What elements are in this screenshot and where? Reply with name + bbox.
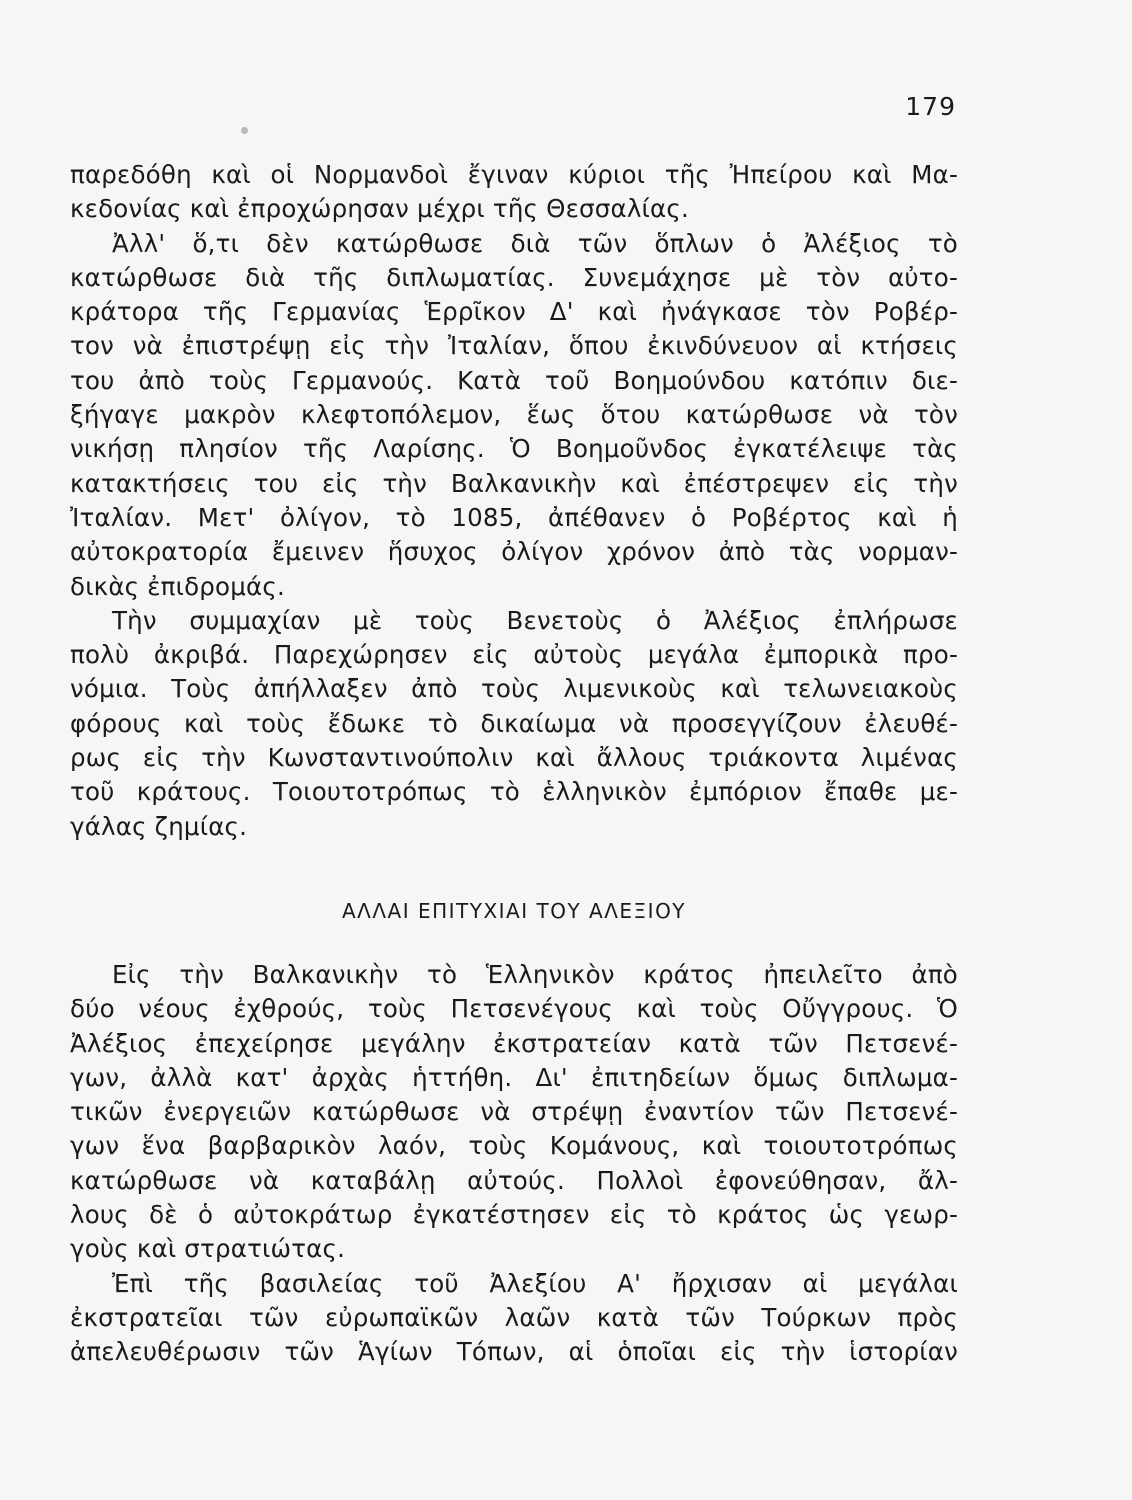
ink-smudge — [241, 127, 248, 134]
text-line: φόρους καὶ τοὺς ἔδωκε τὸ δικαίωμα νὰ προσεγγίζουν ἐλευθέ- — [70, 708, 958, 738]
text-line: κατώρθωσε νὰ καταβάλῃ αὐτούς. Πολλοὶ ἐφονεύθησαν, ἄλ- — [70, 1165, 958, 1195]
text-line: γων ἕνα βαρβαρικὸν λαόν, τοὺς Κομάνους, καὶ τοιουτοτρόπως — [70, 1131, 958, 1161]
text-block-top — [70, 158, 958, 844]
text-line: γοὺς καὶ στρατιώτας. — [70, 1234, 346, 1264]
text-line: Ἰταλίαν. Μετ' ὀλίγον, τὸ 1085, ἀπέθανεν ὁ Ροβέρτος καὶ ἡ — [70, 502, 958, 532]
text-line: ἐκστρατεῖαι τῶν εὐρωπαϊκῶν λαῶν κατὰ τῶν Τούρκων πρὸς — [70, 1302, 958, 1332]
text-line: κράτορα τῆς Γερμανίας Ἑρρῖκον Δ' καὶ ἠνάγκασε τὸν Ροβέρ- — [70, 297, 958, 327]
text-line: νικήσῃ πλησίον τῆς Λαρίσης. Ὁ Βοημοῦνδος ἐγκατέλειψε τὰς — [70, 434, 958, 464]
text-line: κατώρθωσε διὰ τῆς διπλωματίας. Συνεμάχησε μὲ τὸν αὐτο- — [70, 262, 958, 292]
text-line: γων, ἀλλὰ κατ' ἀρχὰς ἡττήθη. Δι' ἐπιτηδείων ὅμως διπλωμα- — [70, 1062, 958, 1092]
text-line: ξήγαγε μακρὸν κλεφτοπόλεμον, ἕως ὅτου κατώρθωσε νὰ τὸν — [70, 400, 958, 430]
text-line: Εἰς τὴν Βαλκανικὴν τὸ Ἑλληνικὸν κράτος ἠπειλεῖτο ἀπὸ — [112, 960, 958, 989]
text-line: πολὺ ἀκριβά. Παρεχώρησεν εἰς αὐτοὺς μεγάλα ἐμπορικὰ προ- — [70, 640, 958, 670]
text-line: Ἐπὶ τῆς βασιλείας τοῦ Ἀλεξίου Α' ἤρχισαν αἱ μεγάλαι — [112, 1268, 958, 1298]
section-heading: ΑΛΛΑΙ ΕΠΙΤΥΧΙΑΙ ΤΟΥ ΑΛΕΞΙΟΥ — [341, 899, 687, 923]
text-line: λους δὲ ὁ αὐτοκράτωρ ἐγκατέστησεν εἰς τὸ κράτος ὡς γεωρ- — [70, 1200, 958, 1230]
text-line: τικῶν ἐνεργειῶν κατώρθωσε νὰ στρέψῃ ἐναντίον τῶν Πετσενέ- — [70, 1097, 958, 1127]
text-line: αὐτοκρατορία ἔμεινεν ἥσυχος ὀλίγον χρόνον ἀπὸ τὰς νορμαν- — [70, 537, 958, 567]
text-line: κεδονίας καὶ ἐπροχώρησαν μέχρι τῆς Θεσσαλίας. — [70, 194, 689, 224]
text-line: τον νὰ ἐπιστρέψῃ εἰς τὴν Ἰταλίαν, ὅπου ἐκινδύνευον αἱ κτήσεις — [70, 331, 958, 361]
text-line: του ἀπὸ τοὺς Γερμανούς. Κατὰ τοῦ Βοημούνδου κατόπιν διε- — [70, 365, 958, 395]
text-line: ἀπελευθέρωσιν τῶν Ἁγίων Τόπων, αἱ ὁποῖαι εἰς τὴν ἱστορίαν — [70, 1337, 958, 1367]
text-line: δύο νέους ἐχθρούς, τοὺς Πετσενέγους καὶ τοὺς Οὔγγρους. Ὁ — [70, 994, 958, 1024]
text-line: παρεδόθη καὶ οἱ Νορμανδοὶ ἔγιναν κύριοι τῆς Ἠπείρου καὶ Μα- — [70, 160, 958, 189]
text-line: Τὴν συμμαχίαν μὲ τοὺς Βενετοὺς ὁ Ἀλέξιος ἐπλήρωσε — [112, 605, 958, 635]
page-number: 179 — [905, 92, 956, 121]
text-line: νόμια. Τοὺς ἀπήλλαξεν ἀπὸ τοὺς λιμενικοὺς καὶ τελωνειακοὺς — [70, 674, 958, 704]
text-line: ρως εἰς τὴν Κωνσταντινούπολιν καὶ ἄλλους τριάκοντα λιμένας — [70, 743, 958, 773]
text-line: τοῦ κράτους. Τοιουτοτρόπως τὸ ἑλληνικὸν ἐμπόριον ἔπαθε με- — [70, 777, 958, 807]
text-line: γάλας ζημίας. — [70, 811, 248, 841]
text-line: Ἀλέξιος ἐπεχείρησε μεγάλην ἐκστρατείαν κατὰ τῶν Πετσενέ- — [70, 1028, 958, 1058]
text-line: Ἀλλ' ὅ,τι δὲν κατώρθωσε διὰ τῶν ὅπλων ὁ Ἀλέξιος τὸ — [112, 228, 958, 258]
text-line: κατακτήσεις του εἰς τὴν Βαλκανικὴν καὶ ἐπέστρεψεν εἰς τὴν — [70, 468, 958, 498]
text-line: δικὰς ἐπιδρομάς. — [70, 571, 285, 601]
text-block-bottom — [70, 958, 958, 1370]
